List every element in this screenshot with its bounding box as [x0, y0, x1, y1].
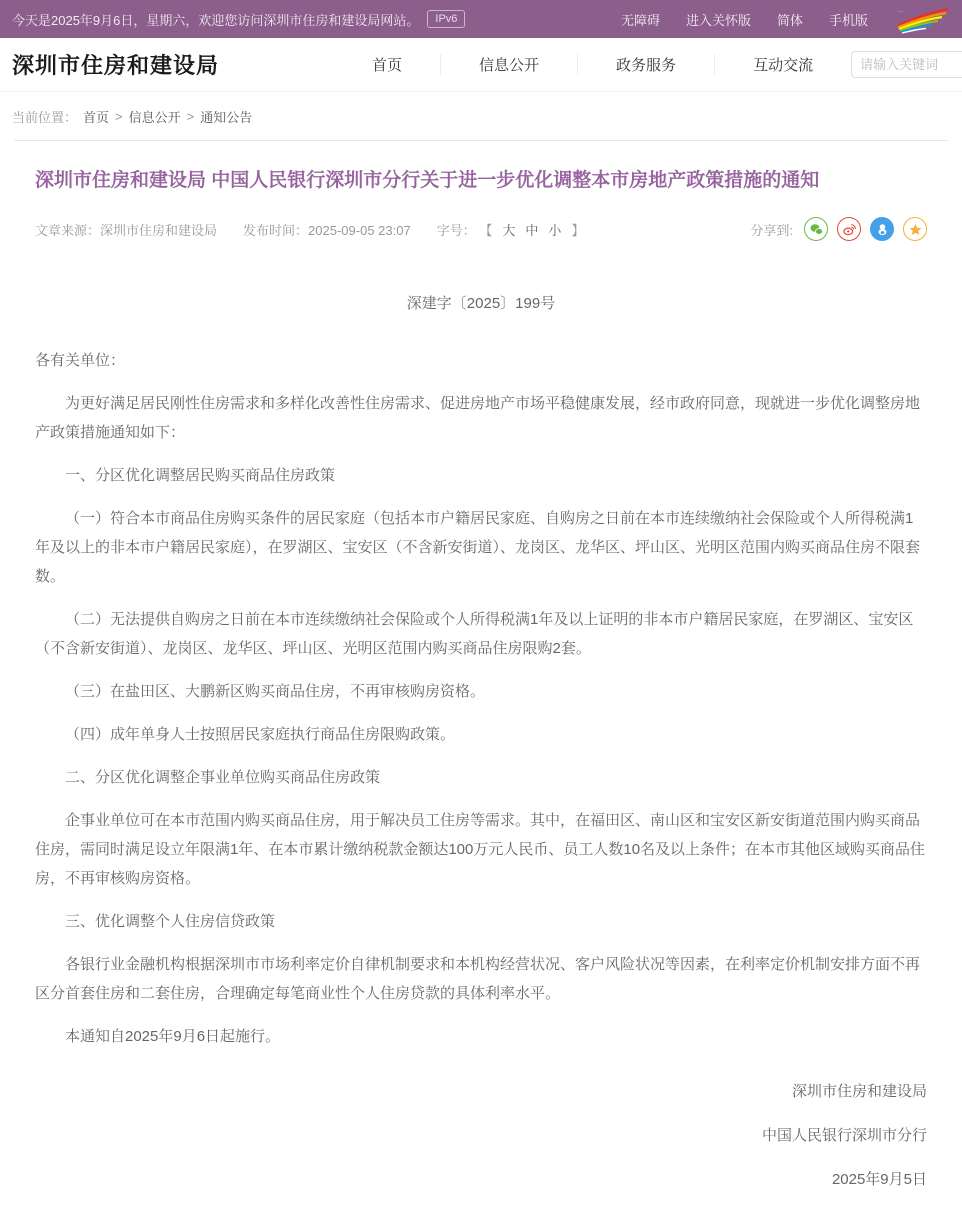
qq-icon [875, 222, 890, 237]
fontsize-small-button[interactable]: 小 [548, 222, 562, 238]
publish-item [243, 220, 411, 239]
ipv6-badge[interactable]: IPv6 [427, 10, 465, 28]
fontsize-label: 字号： [436, 222, 476, 238]
topbar-link-simplified[interactable]: 简体 [776, 12, 803, 28]
paragraph: （一）符合本市商品住房购买条件的居民家庭（包括本市户籍居民家庭、自购房之日前在本市连续缴纳社会保险或个人所得税满1年及以上的非本市户籍居民家庭），在罗湖区、宝安区（不含新安街道）、龙岗区、龙华区、坪山区、光明区范围内购买商品住房不限套数。 [35, 510, 921, 585]
signature-agency-1: 深圳市住房和建设局 [791, 1083, 927, 1100]
nav-item-information[interactable]: 信息公开 [441, 54, 578, 75]
fontsize-bracket-open: 【 [479, 222, 493, 238]
search-input[interactable] [860, 57, 962, 72]
fontsize-bracket-close: 】 [571, 222, 585, 238]
breadcrumb-label: 当前位置： [12, 110, 78, 125]
topbar [0, 0, 962, 38]
breadcrumb [0, 92, 962, 140]
share-qzone-button[interactable] [903, 217, 927, 241]
fontsize-item [437, 220, 585, 239]
signature-agency-2: 中国人民银行深圳市分行 [761, 1127, 927, 1144]
breadcrumb-separator: > [115, 109, 123, 124]
share-weibo-button[interactable] [837, 217, 861, 241]
paragraph: 本通知自2025年9月6日起施行。 [65, 1028, 281, 1045]
search-box [851, 51, 962, 78]
article-meta [35, 217, 927, 241]
article-title: 深圳市住房和建设局 中国人民银行深圳市分行关于进一步优化调整本市房地产政策措施的通知 [35, 170, 820, 191]
site-header [0, 38, 962, 92]
signatures [35, 1077, 927, 1194]
breadcrumb-notices[interactable]: 通知公告 [200, 110, 253, 125]
topbar-link-accessibility[interactable]: 无障碍 [620, 12, 660, 28]
topbar-link-care-version[interactable]: 进入关怀版 [685, 12, 751, 28]
paragraph: 企事业单位可在本市范围内购买商品住房，用于解决员工住房等需求。其中，在福田区、南山区和宝安区新安街道范围内购买商品住房，需同时满足设立年限满1年、在本市累计缴纳税款金额达100万元人民币、员工人数10名及以上条件；在本市其他区域购买商品住房，不再审核购房资格。 [35, 812, 926, 887]
site-title: 深圳市住房和建设局 [12, 53, 220, 78]
meta-left [35, 220, 584, 239]
source-item [35, 220, 217, 239]
topbar-links [621, 4, 950, 34]
main-nav [334, 54, 851, 75]
share-label: 分享到: [750, 222, 793, 238]
qzone-star-icon [908, 222, 923, 237]
publish-label: 发布时间： [243, 222, 309, 238]
section-heading-3: 三、优化调整个人住房信贷政策 [65, 913, 276, 930]
publish-value: 2025-09-05 23:07 [308, 222, 411, 238]
section-heading-2: 二、分区优化调整企事业单位购买商品住房政策 [65, 769, 381, 786]
topbar-link-mobile[interactable]: 手机版 [828, 12, 868, 28]
fontsize-large-button[interactable]: 大 [502, 222, 516, 238]
weibo-icon [842, 222, 857, 237]
share-wechat-button[interactable] [804, 217, 828, 241]
breadcrumb-information[interactable]: 信息公开 [128, 110, 181, 125]
paragraph: 各银行业金融机构根据深圳市市场利率定价自律机制要求和本机构经营状况、客户风险状况等因素，在利率定价机制安排方面不再区分首套住房和二套住房，合理确定每笔商业性个人住房贷款的具体利率水平。 [35, 956, 921, 1002]
nav-item-home[interactable]: 首页 [334, 54, 441, 75]
doc-number: 深建字〔2025〕199号 [406, 295, 556, 312]
shenzhen-rainbow-logo-icon [894, 4, 950, 34]
paragraph: （四）成年单身人士按照居民家庭执行商品住房限购政策。 [65, 726, 456, 743]
article [0, 141, 962, 1229]
share-qq-button[interactable] [870, 217, 894, 241]
topbar-welcome-group [12, 10, 465, 29]
breadcrumb-home[interactable]: 首页 [83, 110, 110, 125]
fontsize-medium-button[interactable]: 中 [525, 222, 539, 238]
source-label: 文章来源： [35, 222, 101, 238]
salutation: 各有关单位： [35, 352, 126, 369]
fontsize-group [479, 220, 584, 239]
paragraph: （三）在盐田区、大鹏新区购买商品住房，不再审核购房资格。 [65, 683, 486, 700]
paragraph: （二）无法提供自购房之日前在本市连续缴纳社会保险或个人所得税满1年及以上证明的非本市户籍居民家庭，在罗湖区、宝安区（不含新安街道）、龙岗区、龙华区、坪山区、光明区范围内购买商品住房限购2套。 [35, 611, 914, 657]
svg-text:∙∙∙: ∙∙∙ [898, 9, 904, 15]
breadcrumb-separator: > [186, 109, 195, 124]
nav-item-services[interactable]: 政务服务 [578, 54, 715, 75]
article-body [35, 289, 927, 1194]
paragraph: 为更好满足居民刚性住房需求和多样化改善性住房需求、促进房地产市场平稳健康发展，经市政府同意，现就进一步优化调整房地产政策措施通知如下： [35, 395, 921, 441]
source-value: 深圳市住房和建设局 [100, 222, 218, 238]
welcome-text: 今天是2025年9月6日，星期六，欢迎您访问深圳市住房和建设局网站。 [12, 12, 420, 28]
section-heading-1: 一、分区优化调整居民购买商品住房政策 [65, 467, 336, 484]
nav-item-interaction[interactable]: 互动交流 [753, 57, 814, 74]
share-group [750, 217, 927, 241]
wechat-icon [809, 222, 824, 237]
signature-date: 2025年9月5日 [831, 1171, 927, 1188]
